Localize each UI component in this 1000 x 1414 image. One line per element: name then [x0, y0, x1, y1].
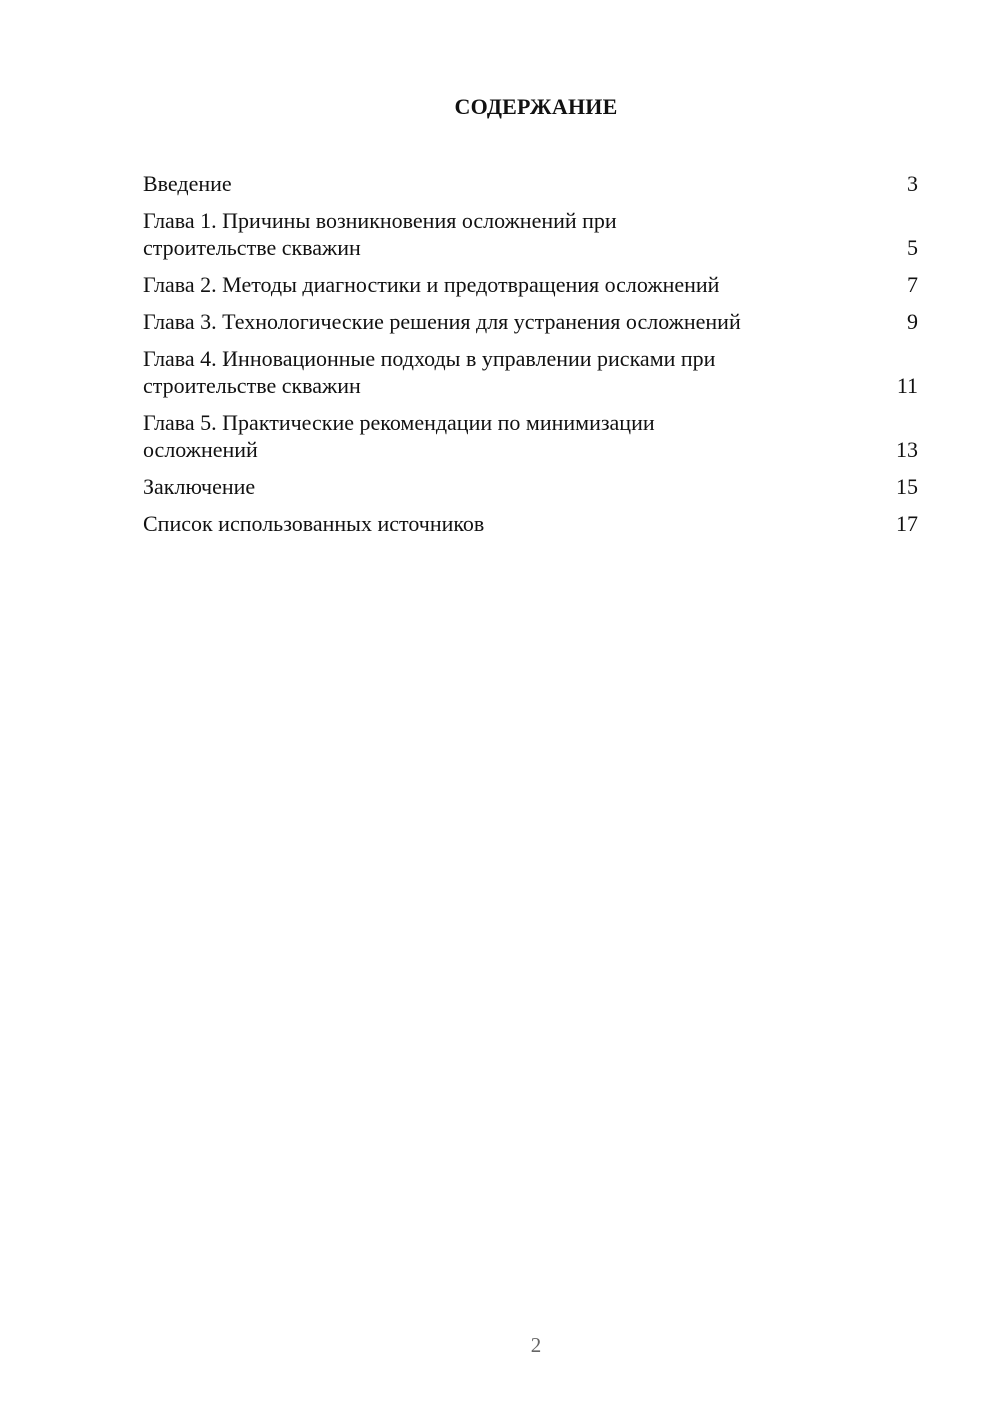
- toc-entry-page: 17: [896, 511, 918, 536]
- toc-entry: [143, 170, 918, 197]
- page-title: СОДЕРЖАНИЕ: [454, 94, 618, 119]
- table-of-contents: [143, 170, 918, 547]
- toc-entry-page: 11: [896, 373, 918, 398]
- toc-entry-text: Глава 4. Инновационные подходы в управлении рисками при строительстве скважин: [143, 346, 716, 398]
- toc-entry: [143, 409, 918, 463]
- toc-entry: [143, 473, 918, 500]
- toc-entry-page: 15: [896, 474, 918, 499]
- toc-entry: [143, 510, 918, 537]
- toc-entry-text: Глава 3. Технологические решения для устранения осложнений: [143, 309, 741, 334]
- toc-entry-text: Список использованных источников: [143, 511, 485, 536]
- toc-entry-page: 7: [907, 272, 918, 297]
- page-number: 2: [530, 1333, 542, 1357]
- toc-entry-text: Введение: [143, 171, 232, 196]
- toc-entry: [143, 271, 918, 298]
- toc-entry-text: Глава 5. Практические рекомендации по минимизации осложнений: [143, 410, 655, 462]
- toc-entry-text: Глава 2. Методы диагностики и предотвращения осложнений: [143, 272, 720, 297]
- toc-entry-page: 3: [907, 171, 918, 196]
- toc-entry-page: 9: [907, 309, 918, 334]
- toc-entry: [143, 207, 918, 261]
- toc-entry-page: 5: [907, 235, 918, 260]
- toc-entry: [143, 345, 918, 399]
- toc-entry: [143, 308, 918, 335]
- toc-entry-text: Глава 1. Причины возникновения осложнений при строительстве скважин: [143, 208, 617, 260]
- toc-entry-text: Заключение: [143, 474, 256, 499]
- toc-entry-page: 13: [896, 437, 918, 462]
